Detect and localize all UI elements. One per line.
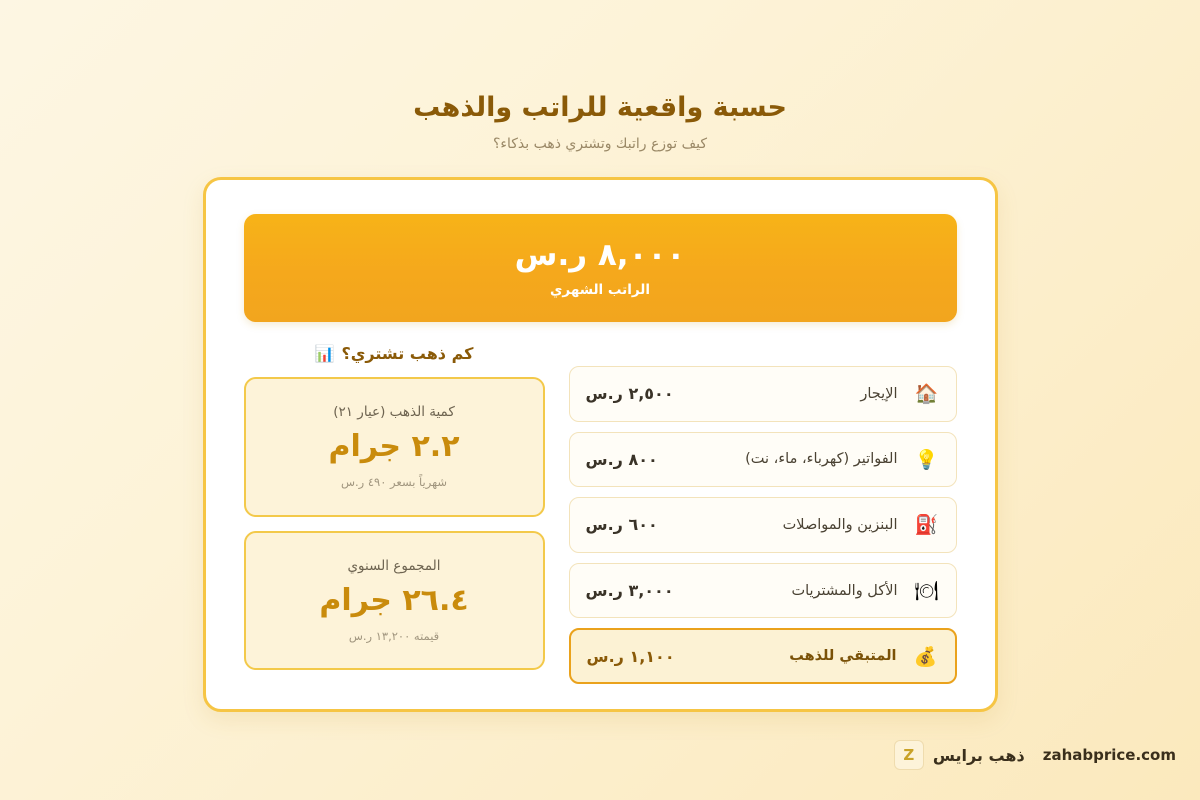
expense-value: ٣,٠٠٠ ر.س: [585, 581, 674, 601]
footer: [0, 740, 1200, 770]
salary-amount: ٨,٠٠٠ ر.س: [514, 237, 686, 274]
brand-block: [894, 740, 1025, 770]
salary-label: الراتب الشهري: [550, 281, 650, 298]
plate-icon: 🍽: [914, 580, 939, 603]
money-bag-icon: 💰: [913, 645, 938, 668]
gold-panel: [244, 344, 545, 684]
gold-yearly-label: المجموع السنوي: [347, 557, 441, 574]
lightbulb-icon: 💡: [914, 448, 939, 471]
expense-label: الأكل والمشتريات: [791, 582, 898, 599]
expense-label: المتبقي للذهب: [789, 648, 897, 665]
gold-monthly-box: [244, 377, 545, 517]
fuel-pump-icon: ⛽: [914, 514, 939, 537]
gold-yearly-box: [244, 531, 545, 671]
expenses-list: [569, 344, 957, 684]
bar-chart-icon: 📊: [314, 344, 335, 363]
brand-name: ذهب برايس: [932, 745, 1025, 765]
calculator-card: [203, 177, 998, 712]
expense-label: البنزين والمواصلات: [782, 516, 898, 533]
expense-value: ١,١٠٠ ر.س: [586, 646, 675, 666]
gold-yearly-note: قيمته ١٣,٢٠٠ ر.س: [348, 628, 440, 643]
logo-icon: Z: [894, 740, 924, 770]
expense-label: الإيجار: [860, 385, 898, 402]
expense-value: ٦٠٠ ر.س: [585, 515, 658, 535]
expense-value: ٢,٥٠٠ ر.س: [585, 384, 674, 404]
gold-header-label: كم ذهب تشتري؟: [341, 344, 474, 363]
salary-banner: [244, 214, 957, 322]
card-body: [244, 344, 957, 684]
gold-monthly-value: ٢.٢ جرام: [328, 429, 460, 465]
gold-panel-header: [244, 344, 545, 363]
site-domain[interactable]: zahabprice.com: [1042, 746, 1176, 764]
expense-row-rent[interactable]: [569, 366, 957, 422]
gold-monthly-note: شهرياً بسعر ٤٩٠ ر.س: [340, 475, 448, 490]
page-title: حسبة واقعية للراتب والذهب: [413, 92, 787, 123]
expense-value: ٨٠٠ ر.س: [585, 449, 658, 469]
expense-row-gold-remaining[interactable]: [569, 628, 957, 684]
expense-row-food[interactable]: [569, 563, 957, 619]
expense-label: الفواتير (كهرباء، ماء، نت): [745, 451, 898, 468]
gold-yearly-value: ٢٦.٤ جرام: [319, 582, 469, 618]
expense-row-bills[interactable]: [569, 432, 957, 488]
page-subtitle: كيف توزع راتبك وتشتري ذهب بذكاء؟: [492, 136, 708, 152]
expense-row-fuel[interactable]: [569, 497, 957, 553]
gold-monthly-label: كمية الذهب (عيار ٢١): [333, 404, 455, 421]
house-icon: 🏠: [914, 383, 939, 406]
